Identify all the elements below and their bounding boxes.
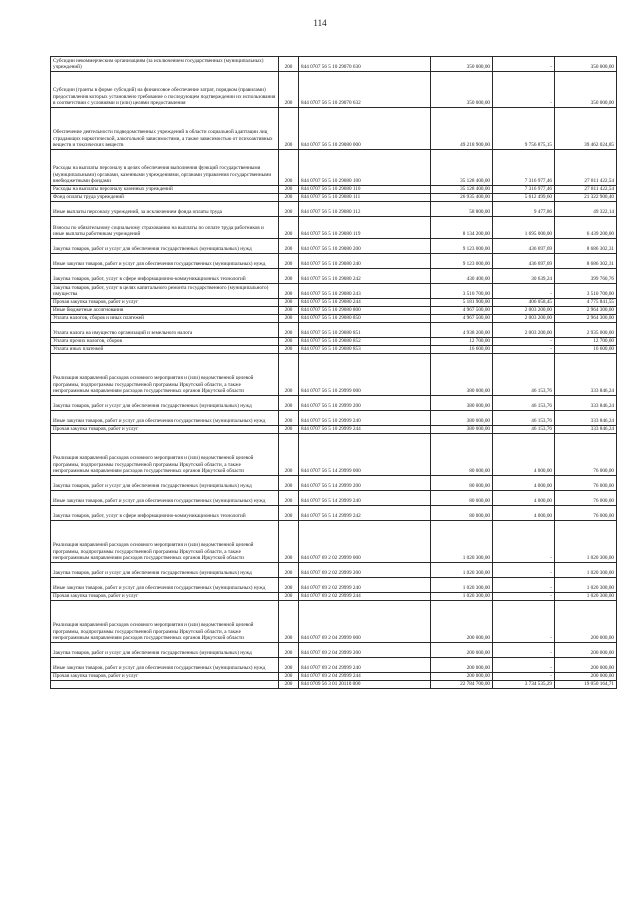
row-name: Расходы на выплаты персоналу в целях обеспечения выполнения функций государственными (муниципальными) органами, казенными учреждениями, органами управления государственными внебюджетными фондами xyxy=(51,150,279,186)
row-name: Иные закупки товаров, работ и услуг для обеспечения государственных (муниципальных) нужд xyxy=(51,658,279,673)
row-plan: 80 000,00 xyxy=(431,491,493,506)
row-kbk: 844 0707 56 5 10 29080 240 xyxy=(299,254,431,269)
row-kbk: 844 0707 56 5 10 29080 000 xyxy=(299,108,431,150)
row-rest: 350 000,00 xyxy=(555,72,617,108)
row-kbk: 844 0707 69 2 02 29999 000 xyxy=(299,521,431,563)
row-exec: 436 697,69 xyxy=(493,239,555,254)
row-plan: 4 967 500,00 xyxy=(431,307,493,315)
row-kbk: 844 0707 56 5 10 29070 630 xyxy=(299,57,431,72)
row-kbk: 844 0707 69 2 02 29999 244 xyxy=(299,593,431,601)
row-code: 200 xyxy=(279,476,299,491)
row-code: 200 xyxy=(279,108,299,150)
row-name: Иные выплаты персоналу учреждений, за исключением фонда оплаты труда xyxy=(51,202,279,217)
table-row xyxy=(51,315,617,323)
row-plan: 80 000,00 xyxy=(431,506,493,521)
row-rest: 4 775 841,55 xyxy=(555,299,617,307)
table-row xyxy=(51,491,617,506)
row-kbk: 844 0707 56 5 10 29080 112 xyxy=(299,202,431,217)
row-code: 200 xyxy=(279,593,299,601)
row-kbk: 844 0707 56 5 10 29080 119 xyxy=(299,217,431,239)
row-code: 200 xyxy=(279,254,299,269)
row-exec: 2 003 200,00 xyxy=(493,307,555,315)
table-row xyxy=(51,354,617,396)
row-rest: 1 020 300,00 xyxy=(555,593,617,601)
row-kbk: 844 0707 56 5 10 29080 242 xyxy=(299,269,431,284)
row-rest: 27 811 422,54 xyxy=(555,186,617,194)
row-kbk: 844 0707 69 2 02 29999 200 xyxy=(299,563,431,578)
row-rest: 8 686 302,31 xyxy=(555,254,617,269)
row-code: 200 xyxy=(279,299,299,307)
row-plan: 49 218 900,00 xyxy=(431,108,493,150)
row-rest: 39 462 024,85 xyxy=(555,108,617,150)
row-name: Закупка товаров, работ, услуг в сфере информационно-коммуникационных технологий xyxy=(51,506,279,521)
row-kbk: 844 0707 56 5 14 29999 000 xyxy=(299,434,431,476)
row-rest: 200 000,00 xyxy=(555,601,617,643)
row-code: 200 xyxy=(279,72,299,108)
row-plan: 80 000,00 xyxy=(431,434,493,476)
row-kbk: 844 0707 56 5 10 29999 200 xyxy=(299,396,431,411)
table-row xyxy=(51,658,617,673)
table-row xyxy=(51,108,617,150)
row-rest: 1 020 300,00 xyxy=(555,563,617,578)
row-kbk: 844 0707 56 5 10 29080 243 xyxy=(299,284,431,299)
row-name: Закупка товаров, работ и услуг для обеспечения государственных (муниципальных) нужд xyxy=(51,563,279,578)
row-kbk: 844 0707 56 5 10 29999 244 xyxy=(299,426,431,434)
table-row xyxy=(51,150,617,186)
row-exec: 4 000,00 xyxy=(493,491,555,506)
row-kbk: 844 0707 56 5 10 29080 244 xyxy=(299,299,431,307)
row-name: Уплата прочих налогов, сборов xyxy=(51,338,279,346)
row-exec: 4 000,00 xyxy=(493,506,555,521)
row-name: Закупка товаров, работ и услуг для обеспечения государственных (муниципальных) нужд xyxy=(51,239,279,254)
row-name: Реализация направлений расходов основного мероприятия и (или) ведомственной целевой программы, подпрограммы государственной программы Иркутской области, а также непрограммным направлениям расходов государственных органов Иркутской области xyxy=(51,521,279,563)
row-rest: 333 846,24 xyxy=(555,354,617,396)
row-plan: 1 020 300,00 xyxy=(431,521,493,563)
row-plan: 200 000,00 xyxy=(431,601,493,643)
table-row xyxy=(51,323,617,338)
row-exec: 406 058,45 xyxy=(493,299,555,307)
row-rest: 6 439 200,00 xyxy=(555,217,617,239)
row-kbk: 844 0707 56 5 10 29080 850 xyxy=(299,315,431,323)
row-kbk: 844 0707 56 5 10 29080 111 xyxy=(299,194,431,202)
row-code: 200 xyxy=(279,284,299,299)
row-plan: 80 000,00 xyxy=(431,476,493,491)
row-exec: 4 000,00 xyxy=(493,434,555,476)
row-plan: 8 134 200,00 xyxy=(431,217,493,239)
row-exec: 2 003 200,00 xyxy=(493,315,555,323)
table-row xyxy=(51,307,617,315)
row-name: Прочая закупка товаров, работ и услуг xyxy=(51,673,279,681)
row-plan: 12 700,00 xyxy=(431,338,493,346)
row-kbk: 844 0707 56 5 10 29080 200 xyxy=(299,239,431,254)
row-code: 200 xyxy=(279,194,299,202)
row-rest: 27 811 422,54 xyxy=(555,150,617,186)
row-exec: - xyxy=(493,284,555,299)
table-row xyxy=(51,239,617,254)
row-rest: 76 000,00 xyxy=(555,506,617,521)
row-code: 200 xyxy=(279,673,299,681)
table-row xyxy=(51,426,617,434)
row-plan: 58 800,00 xyxy=(431,202,493,217)
row-kbk: 844 0707 56 5 10 29080 851 xyxy=(299,323,431,338)
row-rest: 200 000,00 xyxy=(555,643,617,658)
table-row xyxy=(51,202,617,217)
row-exec: 46 153,76 xyxy=(493,426,555,434)
table-row xyxy=(51,521,617,563)
row-exec: 9 756 875,15 xyxy=(493,108,555,150)
row-plan: 430 400,00 xyxy=(431,269,493,284)
row-exec: 3 734 535,29 xyxy=(493,681,555,689)
table-row xyxy=(51,284,617,299)
row-rest: 2 964 300,00 xyxy=(555,315,617,323)
row-code: 200 xyxy=(279,491,299,506)
row-code: 200 xyxy=(279,315,299,323)
row-plan: 1 020 300,00 xyxy=(431,593,493,601)
row-rest: 76 000,00 xyxy=(555,476,617,491)
row-kbk: 844 0707 69 2 04 29999 200 xyxy=(299,643,431,658)
row-name: Закупка товаров, работ, услуг в целях капитального ремонта государственного (муниципального) имущества xyxy=(51,284,279,299)
table-row xyxy=(51,673,617,681)
row-code: 200 xyxy=(279,150,299,186)
row-rest: 8 686 302,31 xyxy=(555,239,617,254)
row-code: 200 xyxy=(279,578,299,593)
table-row xyxy=(51,254,617,269)
row-code: 200 xyxy=(279,269,299,284)
row-name: Реализация направлений расходов основного мероприятия и (или) ведомственной целевой программы, подпрограммы государственной программы Иркутской области, а также непрограммным направлениям расходов государственных органов Иркутской области xyxy=(51,434,279,476)
row-code: 200 xyxy=(279,411,299,426)
row-code: 200 xyxy=(279,202,299,217)
row-kbk: 844 0707 56 5 10 29999 000 xyxy=(299,354,431,396)
row-exec: - xyxy=(493,673,555,681)
table-row xyxy=(51,563,617,578)
table-row xyxy=(51,396,617,411)
row-name: Иные бюджетные ассигнования xyxy=(51,307,279,315)
table-row xyxy=(51,186,617,194)
row-plan: 350 000,00 xyxy=(431,57,493,72)
table-row xyxy=(51,411,617,426)
row-code: 200 xyxy=(279,346,299,354)
row-name: Иные закупки товаров, работ и услуг для обеспечения государственных (муниципальных) нужд xyxy=(51,491,279,506)
row-rest: 2 964 300,00 xyxy=(555,307,617,315)
row-rest: 399 760,76 xyxy=(555,269,617,284)
row-exec: - xyxy=(493,72,555,108)
row-code: 200 xyxy=(279,323,299,338)
row-rest: 49 322,14 xyxy=(555,202,617,217)
table-row xyxy=(51,217,617,239)
row-name: Уплата налога на имущество организаций и земельного налога xyxy=(51,323,279,338)
row-plan: 22 784 700,00 xyxy=(431,681,493,689)
row-rest: 200 000,00 xyxy=(555,673,617,681)
table-row xyxy=(51,299,617,307)
budget-execution-table xyxy=(50,56,617,689)
row-name: Уплата иных платежей xyxy=(51,346,279,354)
row-kbk: 844 0707 69 2 04 29999 240 xyxy=(299,658,431,673)
row-exec: 9 477,86 xyxy=(493,202,555,217)
row-rest: 333 846,24 xyxy=(555,426,617,434)
row-kbk: 844 0707 56 5 10 29070 632 xyxy=(299,72,431,108)
row-plan: 35 128 400,00 xyxy=(431,186,493,194)
row-code: 200 xyxy=(279,563,299,578)
row-code: 200 xyxy=(279,426,299,434)
row-rest: 16 600,00 xyxy=(555,346,617,354)
row-exec: 2 003 200,00 xyxy=(493,323,555,338)
row-exec: 46 153,76 xyxy=(493,411,555,426)
row-plan: 200 000,00 xyxy=(431,658,493,673)
table-row xyxy=(51,601,617,643)
row-kbk: 844 0707 69 2 04 29999 000 xyxy=(299,601,431,643)
row-exec: - xyxy=(493,521,555,563)
row-kbk: 844 0707 56 5 14 29999 200 xyxy=(299,476,431,491)
row-plan: 380 000,00 xyxy=(431,411,493,426)
row-exec: 1 695 000,00 xyxy=(493,217,555,239)
row-code: 200 xyxy=(279,521,299,563)
row-kbk: 844 0707 56 5 14 29999 240 xyxy=(299,491,431,506)
row-exec: - xyxy=(493,563,555,578)
table-row xyxy=(51,72,617,108)
row-plan: 200 000,00 xyxy=(431,643,493,658)
table-row xyxy=(51,346,617,354)
row-kbk: 844 0707 69 2 04 29999 244 xyxy=(299,673,431,681)
row-exec: - xyxy=(493,338,555,346)
row-plan: 26 935 400,00 xyxy=(431,194,493,202)
row-kbk: 844 0707 56 5 10 29999 240 xyxy=(299,411,431,426)
table-row xyxy=(51,338,617,346)
row-rest: 333 846,24 xyxy=(555,396,617,411)
row-name: Закупка товаров, работ и услуг для обеспечения государственных (муниципальных) нужд xyxy=(51,476,279,491)
table-row xyxy=(51,269,617,284)
row-plan: 350 000,00 xyxy=(431,72,493,108)
row-code: 200 xyxy=(279,57,299,72)
row-exec: 436 697,69 xyxy=(493,254,555,269)
row-name: Прочая закупка товаров, работ и услуг xyxy=(51,593,279,601)
row-rest: 1 020 300,00 xyxy=(555,521,617,563)
row-rest: 2 935 000,00 xyxy=(555,323,617,338)
row-rest: 12 700,00 xyxy=(555,338,617,346)
row-exec: 7 316 977,46 xyxy=(493,186,555,194)
row-plan: 35 128 400,00 xyxy=(431,150,493,186)
row-plan: 1 020 300,00 xyxy=(431,563,493,578)
row-code: 200 xyxy=(279,354,299,396)
row-code: 200 xyxy=(279,643,299,658)
row-exec: - xyxy=(493,643,555,658)
table-row xyxy=(51,476,617,491)
row-plan: 4 938 200,00 xyxy=(431,323,493,338)
row-rest: 350 000,00 xyxy=(555,57,617,72)
page-number: 114 xyxy=(313,18,327,28)
table-row xyxy=(51,578,617,593)
row-name: Прочая закупка товаров, работ и услуг xyxy=(51,426,279,434)
table-row xyxy=(51,506,617,521)
row-name: Реализация направлений расходов основного мероприятия и (или) ведомственной целевой программы, подпрограммы государственной программы Иркутской области, а также непрограммным направлениям расходов государственных органов Иркутской области xyxy=(51,354,279,396)
row-name: Расходы на выплаты персоналу казенных учреждений xyxy=(51,186,279,194)
row-name: Иные закупки товаров, работ и услуг для обеспечения государственных (муниципальных) нужд xyxy=(51,254,279,269)
row-exec: 30 639,24 xyxy=(493,269,555,284)
row-exec: - xyxy=(493,57,555,72)
row-plan: 380 000,00 xyxy=(431,396,493,411)
row-plan: 1 020 300,00 xyxy=(431,578,493,593)
row-kbk: 844 0707 56 5 14 29999 242 xyxy=(299,506,431,521)
row-exec: - xyxy=(493,658,555,673)
row-rest: 21 322 900,40 xyxy=(555,194,617,202)
row-plan: 200 000,00 xyxy=(431,673,493,681)
row-kbk: 844 0707 56 5 10 29080 110 xyxy=(299,186,431,194)
row-name: Иные закупки товаров, работ и услуг для обеспечения государственных (муниципальных) нужд xyxy=(51,578,279,593)
row-plan: 9 123 000,00 xyxy=(431,254,493,269)
row-exec: 7 316 977,46 xyxy=(493,150,555,186)
row-name: Фонд оплаты труда учреждений xyxy=(51,194,279,202)
row-code: 200 xyxy=(279,338,299,346)
row-code: 200 xyxy=(279,239,299,254)
row-plan: 4 967 500,00 xyxy=(431,315,493,323)
row-name: Реализация направлений расходов основного мероприятия и (или) ведомственной целевой программы, подпрограммы государственной программы Иркутской области, а также непрограммным направлениям расходов государственных органов Иркутской области xyxy=(51,601,279,643)
row-exec: 4 000,00 xyxy=(493,476,555,491)
row-code: 200 xyxy=(279,396,299,411)
row-name: Иные закупки товаров, работ и услуг для обеспечения государственных (муниципальных) нужд xyxy=(51,411,279,426)
row-kbk: 844 0707 69 2 02 29999 240 xyxy=(299,578,431,593)
row-plan: 5 181 900,00 xyxy=(431,299,493,307)
row-rest: 333 846,24 xyxy=(555,411,617,426)
row-kbk: 844 0707 56 5 10 29080 100 xyxy=(299,150,431,186)
table-row xyxy=(51,643,617,658)
row-code: 200 xyxy=(279,506,299,521)
row-rest: 19 050 164,71 xyxy=(555,681,617,689)
table-row xyxy=(51,57,617,72)
row-exec: 46 153,76 xyxy=(493,354,555,396)
table-row xyxy=(51,194,617,202)
row-kbk: 844 0707 56 5 10 29080 852 xyxy=(299,338,431,346)
row-code: 200 xyxy=(279,601,299,643)
row-name: Прочая закупка товаров, работ и услуг xyxy=(51,299,279,307)
row-exec: - xyxy=(493,346,555,354)
row-name: Субсидии (гранты в форме субсидий) на финансовое обеспечение затрат, порядком (правилами) предоставления которых установлено требование о последующем подтверждении их использования в соответствии с условиями и (или) целями предоставления xyxy=(51,72,279,108)
row-kbk: 844 0707 56 5 10 29080 800 xyxy=(299,307,431,315)
row-name xyxy=(51,681,279,689)
row-exec: 46 153,76 xyxy=(493,396,555,411)
table-row xyxy=(51,681,617,689)
row-rest: 3 510 700,00 xyxy=(555,284,617,299)
row-code: 200 xyxy=(279,681,299,689)
table-row xyxy=(51,434,617,476)
row-plan: 380 000,00 xyxy=(431,426,493,434)
row-name: Закупка товаров, работ, услуг в сфере информационно-коммуникационных технологий xyxy=(51,269,279,284)
row-rest: 76 000,00 xyxy=(555,434,617,476)
row-plan: 3 510 700,00 xyxy=(431,284,493,299)
row-rest: 76 000,00 xyxy=(555,491,617,506)
row-name: Закупка товаров, работ и услуг для обеспечения государственных (муниципальных) нужд xyxy=(51,643,279,658)
row-code: 200 xyxy=(279,658,299,673)
row-exec: - xyxy=(493,578,555,593)
row-rest: 200 000,00 xyxy=(555,658,617,673)
row-rest: 1 020 300,00 xyxy=(555,578,617,593)
row-exec: - xyxy=(493,593,555,601)
row-code: 200 xyxy=(279,217,299,239)
row-name: Закупка товаров, работ и услуг для обеспечения государственных (муниципальных) нужд xyxy=(51,396,279,411)
row-code: 200 xyxy=(279,186,299,194)
row-plan: 9 123 000,00 xyxy=(431,239,493,254)
row-kbk: 844 0709 56 3 01 20110 000 xyxy=(299,681,431,689)
row-name: Обеспечение деятельности подведомственных учреждений в области социальной адаптации лиц страдающих наркотической, алкогольной зависимостями, а также зависимостью от психоактивных веществ и токсических веществ xyxy=(51,108,279,150)
row-name: Субсидии некоммерческим организациям (за исключением государственных (муниципальных) учреждений) xyxy=(51,57,279,72)
row-exec: 5 612 499,60 xyxy=(493,194,555,202)
row-name: Взносы по обязательному социальному страхованию на выплаты по оплате труда работников и иные выплаты работникам учреждений xyxy=(51,217,279,239)
row-plan: 380 000,00 xyxy=(431,354,493,396)
row-name: Уплата налогов, сборов и иных платежей xyxy=(51,315,279,323)
row-plan: 16 600,00 xyxy=(431,346,493,354)
table-row xyxy=(51,593,617,601)
row-exec: - xyxy=(493,601,555,643)
row-code: 200 xyxy=(279,307,299,315)
row-code: 200 xyxy=(279,434,299,476)
row-kbk: 844 0707 56 5 10 29080 853 xyxy=(299,346,431,354)
